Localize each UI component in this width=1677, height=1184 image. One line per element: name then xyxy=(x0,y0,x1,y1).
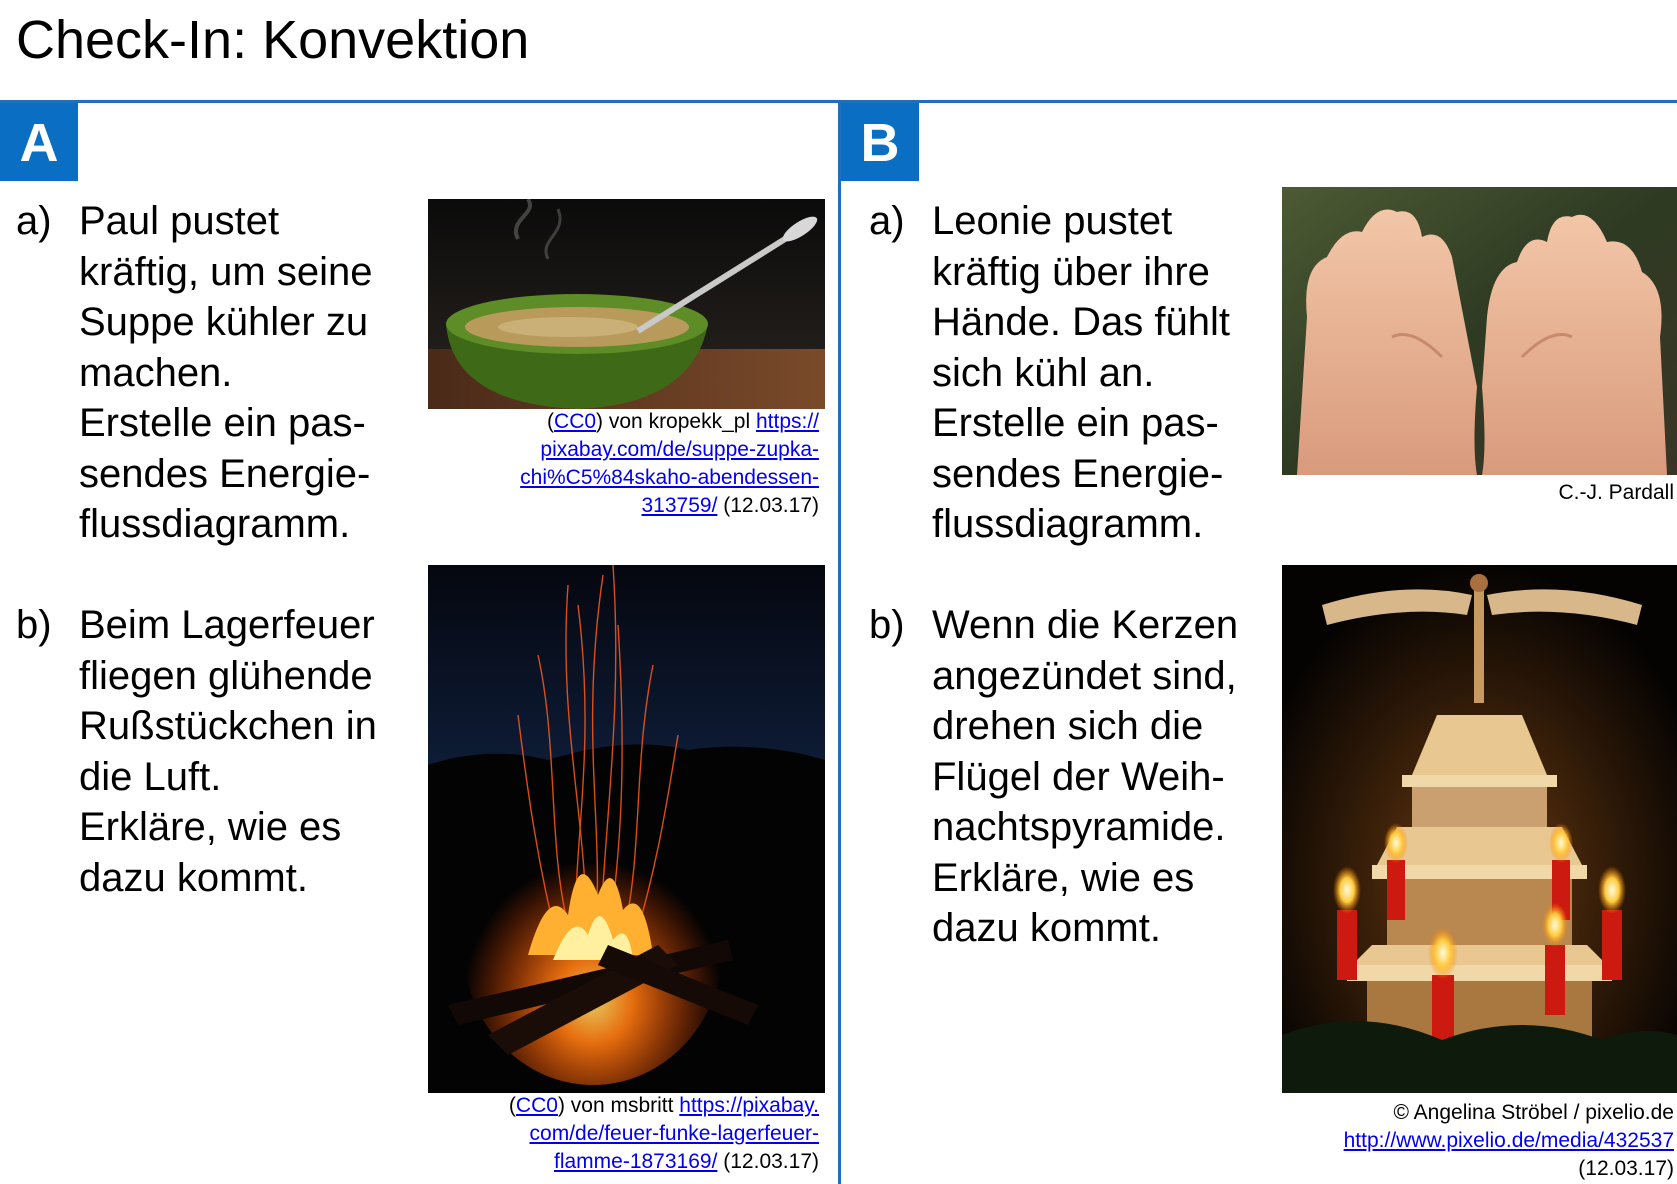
task-text xyxy=(79,196,409,550)
task-line: die Luft. xyxy=(79,754,222,799)
task-line: sendes Energie- xyxy=(79,451,371,496)
task-text xyxy=(79,600,409,903)
soup-photo-credit xyxy=(428,408,819,520)
source-link[interactable]: https:// xyxy=(755,410,819,433)
source-link[interactable]: chi%C5%84skaho-abendessen- xyxy=(520,466,819,489)
column-divider xyxy=(838,102,841,1184)
task-line: Wenn die Kerzen xyxy=(932,603,1239,647)
pyramid-photo-credit xyxy=(1220,1099,1674,1183)
task-line: Erstelle ein pas- xyxy=(79,401,366,445)
christmas-pyramid-photo xyxy=(1282,565,1677,1093)
campfire-photo xyxy=(428,565,825,1093)
task-line: kräftig, um seine xyxy=(79,249,373,294)
task-line: drehen sich die xyxy=(932,704,1204,748)
credit-author: ) von kropekk_pl xyxy=(596,410,756,433)
task-a-a xyxy=(16,196,406,556)
badge-a: A xyxy=(0,103,78,181)
task-label: a) xyxy=(16,199,52,243)
task-line: Rußstückchen in xyxy=(79,704,377,748)
source-link[interactable]: flamme-1873169/ xyxy=(553,1150,718,1173)
source-link[interactable]: http://www.pixelio.de/media/432537 xyxy=(1343,1129,1674,1152)
task-line: Erkläre, wie es xyxy=(932,855,1195,900)
task-text xyxy=(932,196,1262,550)
task-line: flussdiagramm. xyxy=(932,502,1204,546)
task-label: a) xyxy=(869,199,905,243)
source-link[interactable]: com/de/feuer-funke-lagerfeuer- xyxy=(529,1122,819,1145)
task-a-b xyxy=(16,600,406,910)
task-line: Leonie pustet xyxy=(932,199,1173,243)
page-title: Check-In: Konvektion xyxy=(16,10,530,70)
credit-date: (12.03.17) xyxy=(717,1150,819,1173)
source-link[interactable]: https://pixabay. xyxy=(679,1094,819,1117)
task-line: dazu kommt. xyxy=(79,855,308,900)
task-line: angezündet sind, xyxy=(932,653,1237,698)
task-line: Hände. Das fühlt xyxy=(932,300,1230,344)
source-link[interactable]: pixabay.com/de/suppe-zupka- xyxy=(540,438,819,461)
task-line: sendes Energie- xyxy=(932,451,1224,496)
task-label: b) xyxy=(869,603,905,647)
task-line: fliegen glühende xyxy=(79,653,373,698)
task-line: Erstelle ein pas- xyxy=(932,401,1219,445)
task-line: flussdiagramm. xyxy=(79,502,351,546)
badge-b: B xyxy=(841,103,919,181)
credit-author: C.-J. Pardall xyxy=(1558,481,1674,504)
credit-text: ( xyxy=(508,1094,516,1117)
task-label: b) xyxy=(16,603,52,647)
task-text xyxy=(932,600,1262,954)
task-line: Suppe kühler zu xyxy=(79,300,369,344)
task-line: Flügel der Weih- xyxy=(932,754,1225,799)
source-link[interactable]: 313759/ xyxy=(641,494,718,517)
credit-author: © Angelina Ströbel / pixelio.de xyxy=(1393,1101,1674,1124)
license-link[interactable]: CC0 xyxy=(515,1094,558,1117)
credit-author: ) von msbritt xyxy=(557,1094,680,1117)
task-line: sich kühl an. xyxy=(932,350,1155,395)
task-line: dazu kommt. xyxy=(932,906,1161,950)
task-b-a xyxy=(869,196,1259,556)
hands-photo-credit xyxy=(1282,479,1674,507)
task-line: machen. xyxy=(79,350,233,395)
task-line: Erkläre, wie es xyxy=(79,805,342,849)
open-hands-photo xyxy=(1282,187,1677,475)
task-b-b xyxy=(869,600,1259,960)
task-line: nachtspyramide. xyxy=(932,805,1226,849)
task-line: Paul pustet xyxy=(79,199,280,243)
task-line: kräftig über ihre xyxy=(932,249,1210,294)
license-link[interactable]: CC0 xyxy=(554,410,597,433)
credit-text: ( xyxy=(547,410,555,433)
credit-date: (12.03.17) xyxy=(1578,1157,1674,1180)
task-line: Beim Lagerfeuer xyxy=(79,603,375,647)
soup-bowl-photo xyxy=(428,199,825,409)
campfire-photo-credit xyxy=(428,1092,819,1176)
credit-date: (12.03.17) xyxy=(717,494,819,517)
